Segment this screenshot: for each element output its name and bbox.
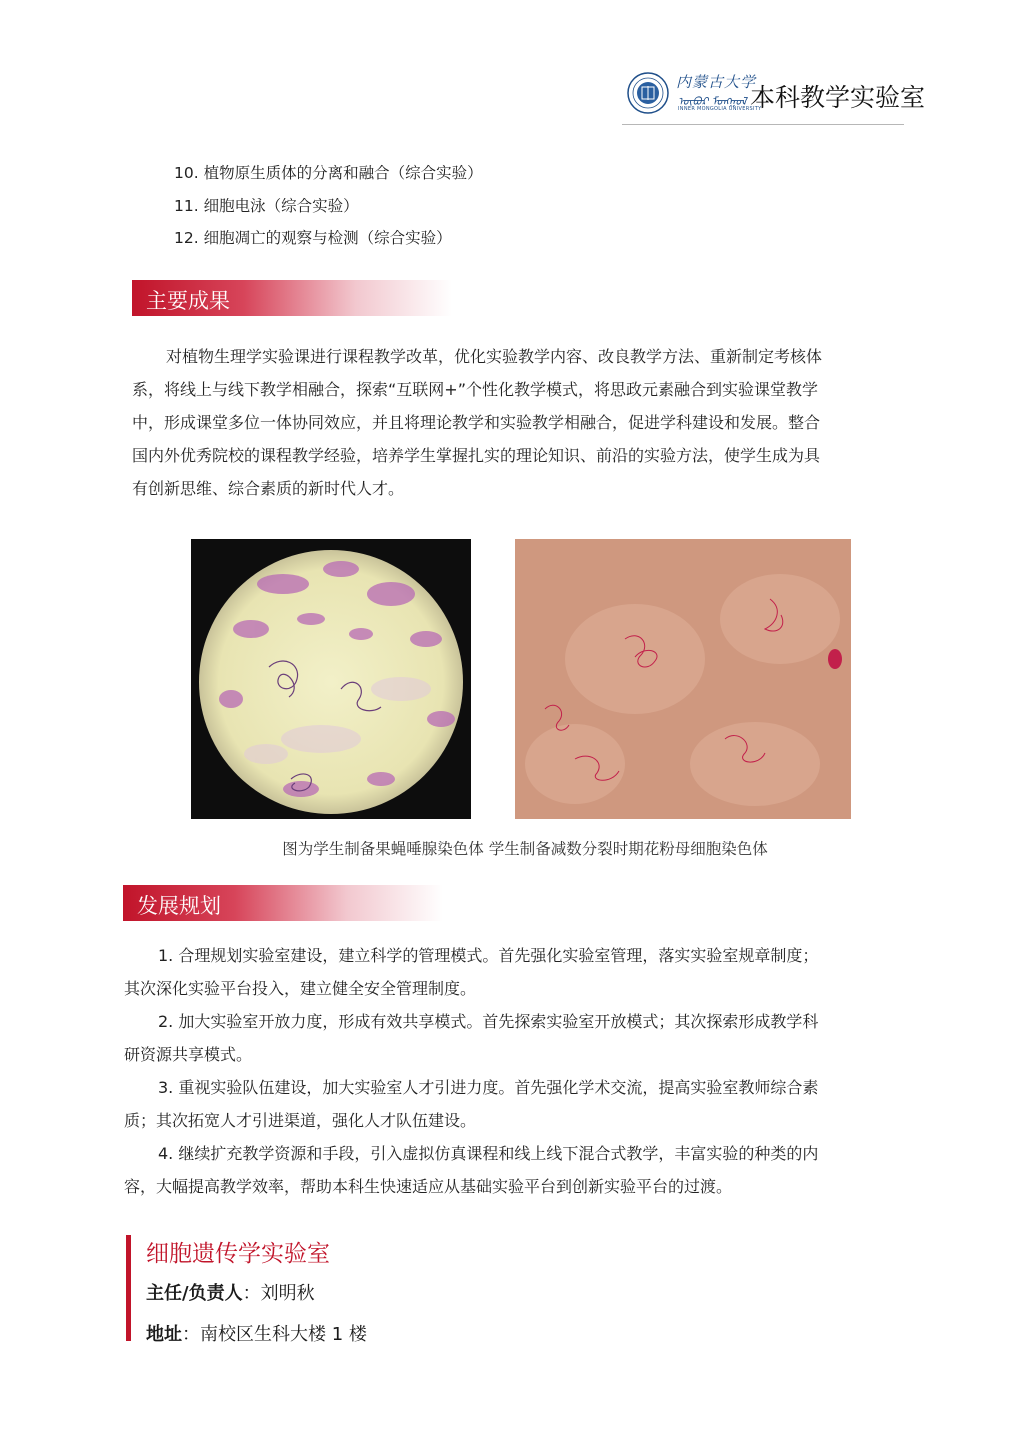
director-label: 主任/负责人 [146, 1283, 243, 1304]
achievements-paragraph [132, 340, 908, 505]
logo-name-mn: ᠦᠪᠦᠷ ᠮᠣᠩᠭᠣᠯ [678, 95, 747, 108]
address-label: 地址 [146, 1324, 182, 1345]
header-title: 本科教学实验室 [750, 83, 926, 112]
paragraph-line: 有创新思维、综合素质的新时代人才。 [132, 479, 405, 498]
paragraph-line: 研资源共享模式。 [124, 1045, 253, 1064]
director-value: ：刘明秋 [242, 1283, 315, 1304]
paragraph-line: 3. 重视实验队伍建设，加大实验室人才引进力度。首先强化学术交流，提高实验室教师综合素 [158, 1078, 819, 1097]
lab-director [146, 1279, 315, 1305]
plan-paragraph [124, 939, 910, 1203]
paragraph-line: 国内外优秀院校的课程教学经验，培养学生掌握扎实的理论知识、前沿的实验方法，使学生成为具 [132, 446, 821, 465]
pollen-chromosome-image [515, 539, 851, 819]
paragraph-line: 质；其次拓宽人才引进渠道，强化人才队伍建设。 [124, 1111, 477, 1130]
header-divider [622, 124, 904, 125]
section-heading: 发展规划 [137, 894, 221, 918]
paragraph-line: 对植物生理学实验课进行课程教学改革，优化实验教学内容、改良教学方法、重新制定考核体 [166, 347, 823, 366]
paragraph-line: 容，大幅提高教学效率，帮助本科生快速适应从基础实验平台到创新实验平台的过渡。 [124, 1177, 733, 1196]
experiment-item: 12. 细胞凋亡的观察与检测（综合实验） [174, 229, 452, 247]
section-header-achievements [132, 280, 452, 316]
paragraph-line: 其次深化实验平台投入，建立健全安全管理制度。 [124, 979, 477, 998]
figure-caption: 图为学生制备果蝇唾腺染色体 学生制备减数分裂时期花粉母细胞染色体 [282, 840, 768, 858]
address-value: ：南校区生科大楼 1 楼 [182, 1324, 367, 1345]
logo-name-en: INNER MONGOLIA UNIVERSITY [678, 106, 762, 112]
lab-accent-bar [126, 1235, 131, 1341]
logo-name-cn: 内蒙古大学 [676, 73, 757, 91]
paragraph-line: 4. 继续扩充教学资源和手段，引入虚拟仿真课程和线上线下混合式教学，丰富实验的种类的内 [158, 1144, 819, 1163]
paragraph-line: 系，将线上与线下教学相融合，探索“互联网+”个性化教学模式，将思政元素融合到实验课堂教学 [132, 380, 818, 399]
section-header-plan [123, 885, 443, 921]
paragraph-line: 1. 合理规划实验室建设，建立科学的管理模式。首先强化实验室管理，落实实验室规章制度； [158, 946, 819, 965]
experiment-item: 11. 细胞电泳（综合实验） [174, 197, 359, 215]
section-heading: 主要成果 [146, 289, 230, 313]
lab-title: 细胞遗传学实验室 [146, 1241, 330, 1267]
university-logo-icon [627, 72, 669, 114]
experiment-item: 10. 植物原生质体的分离和融合（综合实验） [174, 164, 483, 182]
salivary-chromosome-image [191, 539, 471, 819]
lab-address [146, 1320, 367, 1346]
paragraph-line: 2. 加大实验室开放力度，形成有效共享模式。首先探索实验室开放模式；其次探索形成教学科 [158, 1012, 819, 1031]
paragraph-line: 中，形成课堂多位一体协同效应，并且将理论教学和实验教学相融合，促进学科建设和发展。整合 [132, 413, 821, 432]
